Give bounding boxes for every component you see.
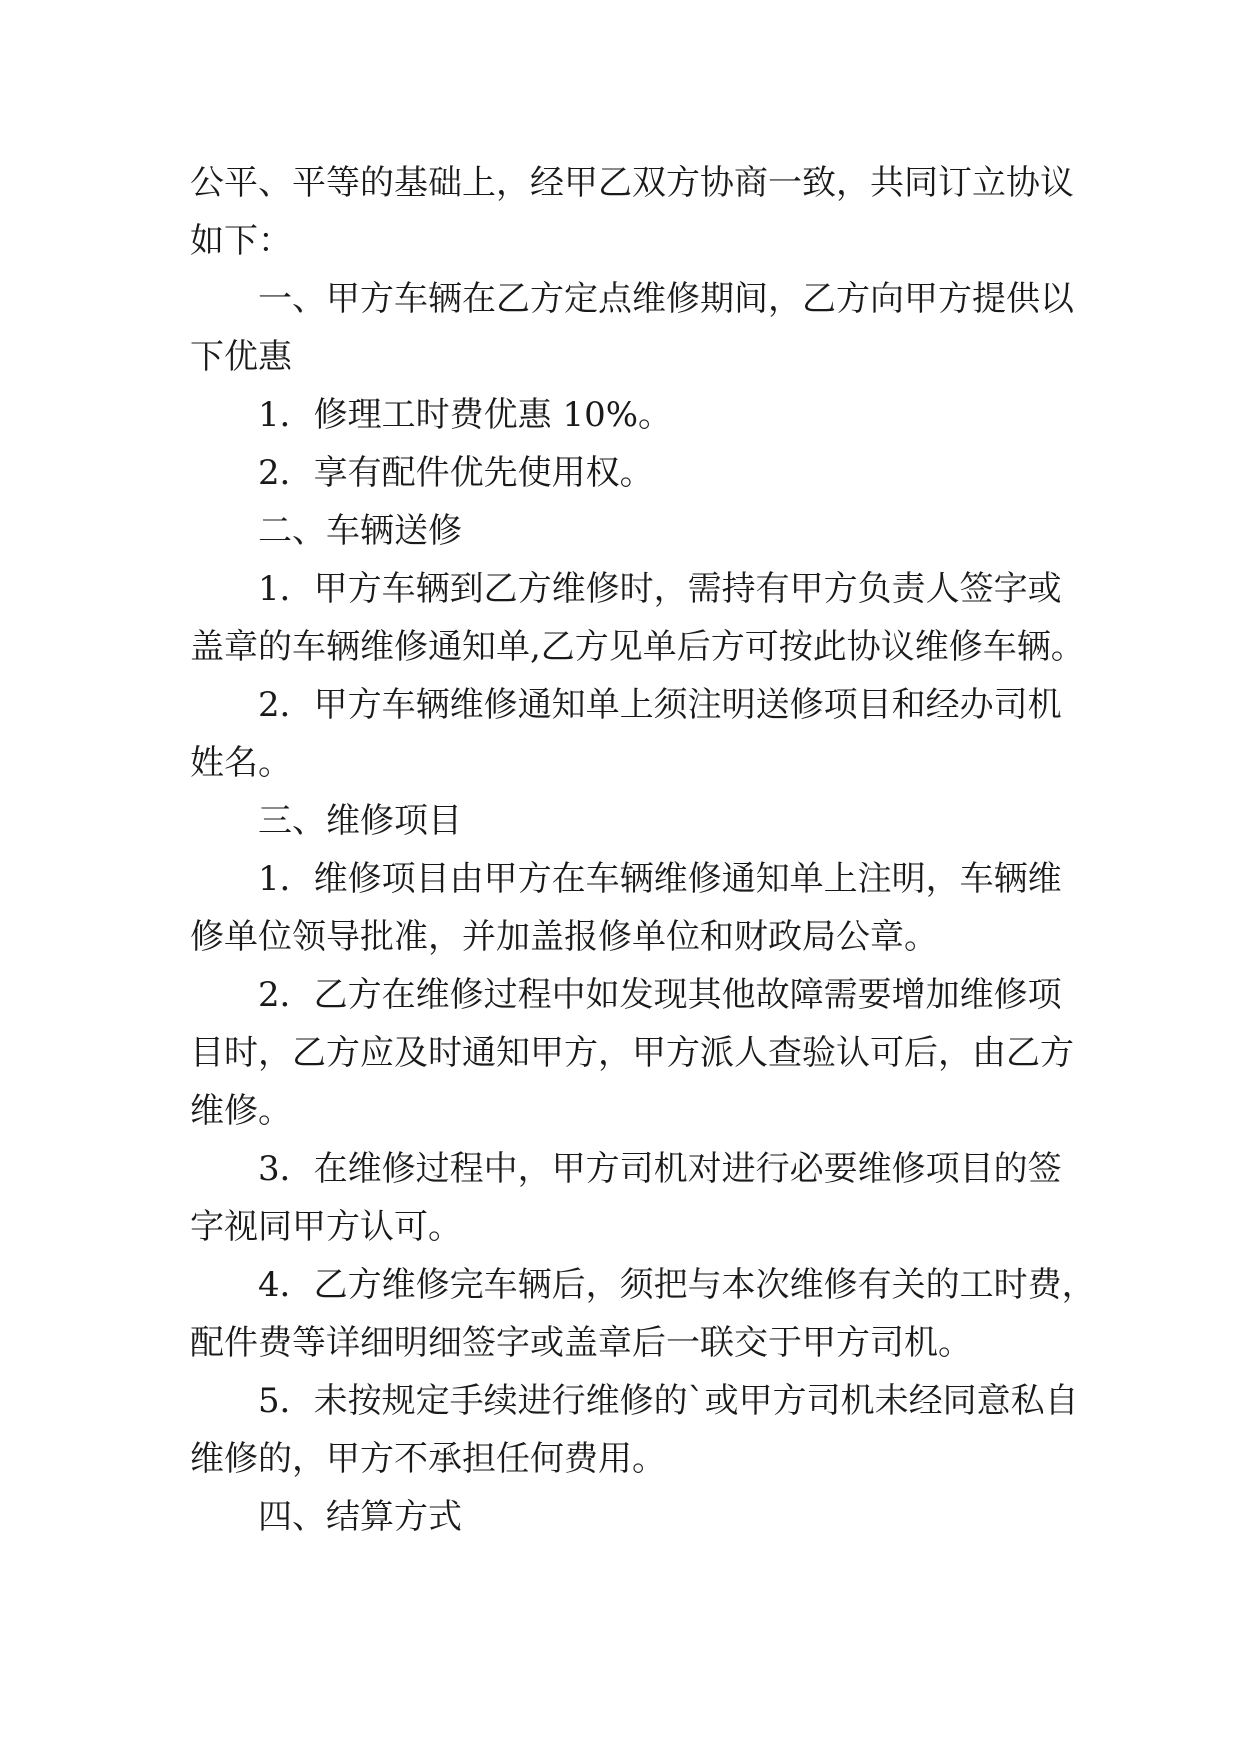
list-item: 3．在维修过程中，甲方司机对进行必要维修项目的签 [258,1149,1062,1189]
paragraph-line: 公平、平等的基础上，经甲乙双方协商一致，共同订立协议 [190,163,1074,203]
section-heading: 二、车辆送修 [258,511,462,551]
list-item: 4．乙方维修完车辆后，须把与本次维修有关的工时费， [258,1265,1096,1305]
section-heading: 三、维修项目 [258,801,462,841]
paragraph-line: 维修的，甲方不承担任何费用。 [190,1439,666,1479]
paragraph-line: 姓名。 [190,743,292,783]
list-item: 1．维修项目由甲方在车辆维修通知单上注明，车辆维 [258,859,1062,899]
section-heading: 四、结算方式 [258,1497,462,1537]
paragraph-line: 配件费等详细明细签字或盖章后一联交于甲方司机。 [190,1323,972,1363]
list-item: 2．乙方在维修过程中如发现其他故障需要增加维修项 [258,975,1062,1015]
paragraph-line: 字视同甲方认可。 [190,1207,462,1247]
list-item: 1．修理工时费优惠 10%。 [258,395,673,435]
paragraph-line: 维修。 [190,1091,292,1131]
paragraph-line: 如下： [190,221,292,261]
paragraph-line: 盖章的车辆维修通知单,乙方见单后方可按此协议维修车辆。 [190,627,1085,667]
list-item: 2．甲方车辆维修通知单上须注明送修项目和经办司机 [258,685,1062,725]
paragraph-line: 一、甲方车辆在乙方定点维修期间，乙方向甲方提供以 [258,279,1074,319]
paragraph-line: 下优惠 [190,337,292,377]
list-item: 2．享有配件优先使用权。 [258,453,654,493]
paragraph-line: 目时，乙方应及时通知甲方，甲方派人查验认可后，由乙方 [190,1033,1074,1073]
list-item: 5．未按规定手续进行维修的`或甲方司机未经同意私自 [258,1381,1079,1421]
list-item: 1．甲方车辆到乙方维修时，需持有甲方负责人签字或 [258,569,1062,609]
paragraph-line: 修单位领导批准，并加盖报修单位和财政局公章。 [190,917,938,957]
